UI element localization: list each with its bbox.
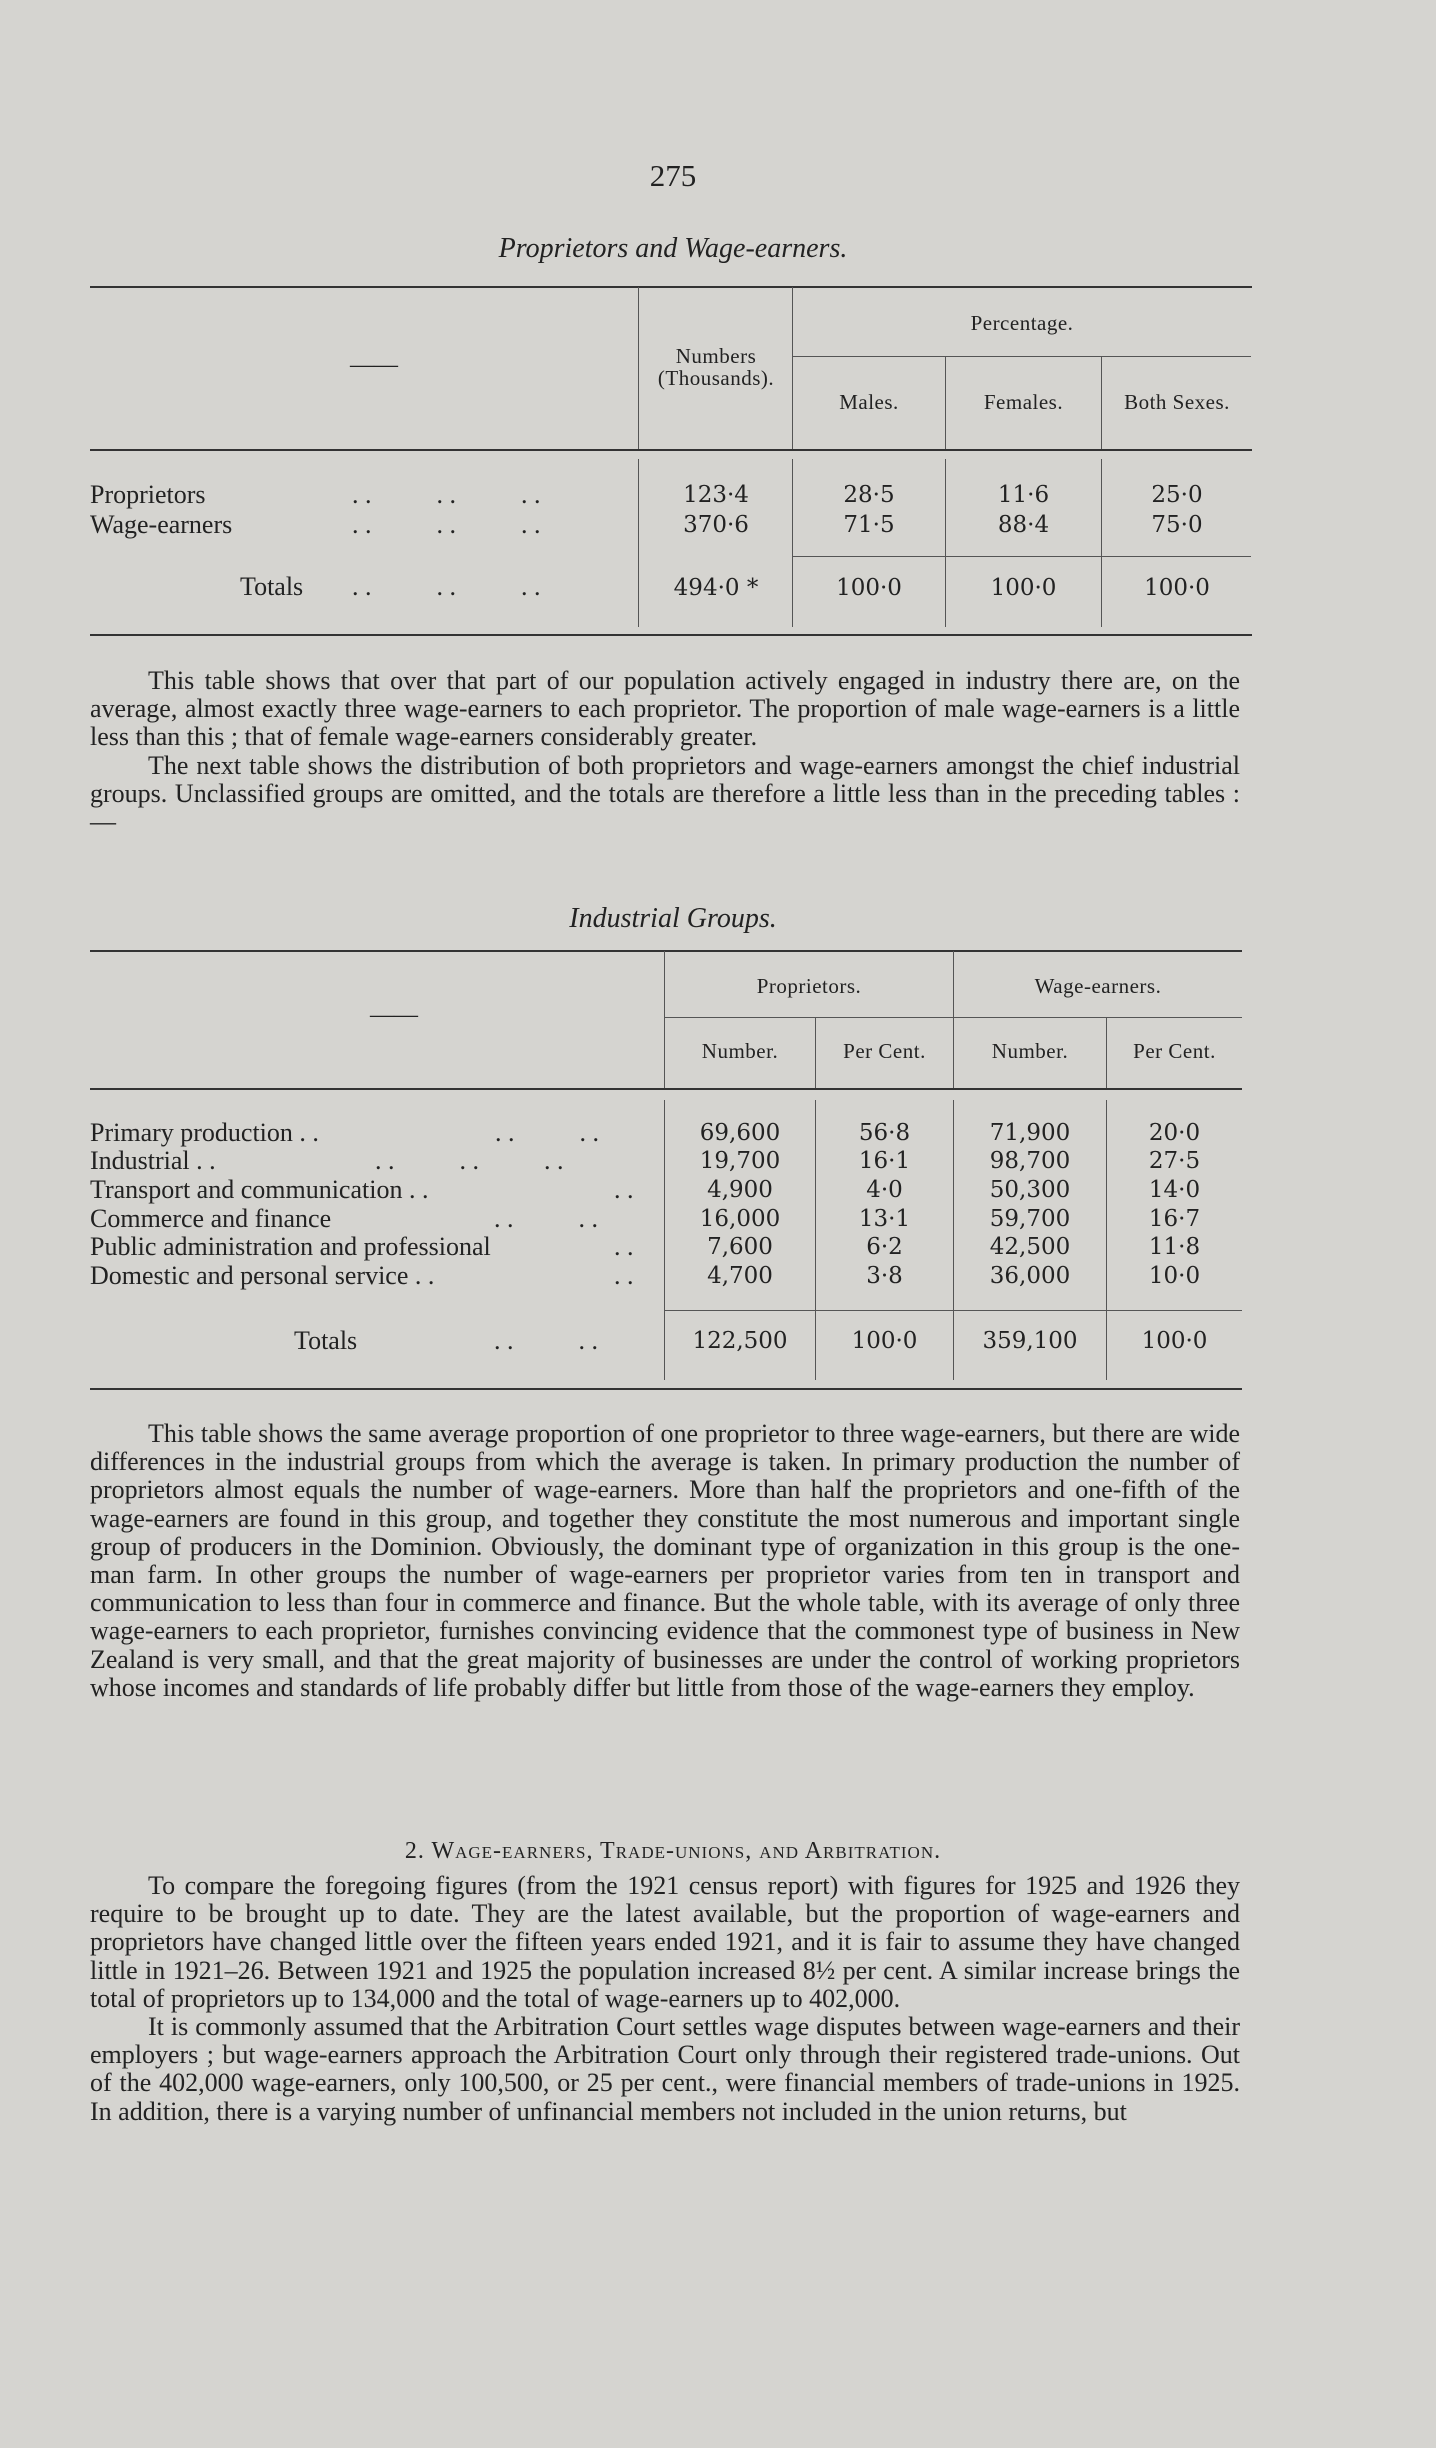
page-number: 275 xyxy=(649,158,697,193)
table2-col-number: Number. xyxy=(991,1039,1069,1063)
cell-proprietors-number: 16,000 xyxy=(699,1206,781,1232)
cell-proprietors-pct: 3·8 xyxy=(866,1263,903,1289)
cell-wage-number: 50,300 xyxy=(989,1177,1071,1203)
table1-divider xyxy=(638,287,639,449)
table2-bottom-rule xyxy=(90,1388,1242,1390)
table1-header-rule xyxy=(793,356,1251,357)
paragraph: This table shows that over that part of our population actively engaged in industry there are, on the average, almost exactly three wage-earners to each proprietor. The proportion of male wage-earners is a little less than this ; that of female wage-earners considerably greater. xyxy=(90,666,1240,752)
cell-proprietors-number: 4,700 xyxy=(707,1263,773,1289)
cell-males: 28·5 xyxy=(843,482,895,508)
cell-proprietors-pct: 100·0 xyxy=(851,1328,918,1354)
table1-col-numbers: Numbers xyxy=(675,344,757,368)
leader-dots: . . xyxy=(614,1261,634,1290)
section-text xyxy=(90,1872,1240,2126)
leader-dots: . . . . . . xyxy=(352,572,541,601)
cell-males: 71·5 xyxy=(843,512,895,538)
leader-dots: . . . . . . xyxy=(352,480,541,509)
cell-wage-number: 42,500 xyxy=(989,1234,1071,1260)
table1-bottom-rule xyxy=(90,634,1252,636)
leader-dots: . . . . . . xyxy=(375,1146,564,1175)
cell-proprietors-number: 7,600 xyxy=(707,1234,773,1260)
table2-stub-header: —— xyxy=(370,1002,418,1028)
cell-proprietors-pct: 6·2 xyxy=(866,1234,903,1260)
analysis-text xyxy=(90,1420,1240,1702)
cell-wage-number: 71,900 xyxy=(989,1120,1071,1146)
row-label: Primary production . . xyxy=(90,1118,319,1147)
table2-col-proprietors: Proprietors. xyxy=(756,974,862,998)
cell-wage-number: 36,000 xyxy=(989,1263,1071,1289)
cell-numbers: 494·0 * xyxy=(673,575,759,601)
cell-wage-pct: 100·0 xyxy=(1141,1328,1208,1354)
row-label: Public administration and professional xyxy=(90,1232,491,1261)
table1-totals-rule xyxy=(793,556,1251,557)
row-label: Commerce and finance xyxy=(90,1204,332,1233)
cell-both: 25·0 xyxy=(1151,482,1203,508)
paragraph: The next table shows the distribution of both proprietors and wage-earners amongst the chief industrial groups. Unclassified groups are omitted, and the totals are therefore a little less than in the preceding tables :— xyxy=(90,750,1240,837)
table2-top-rule xyxy=(90,950,1242,952)
cell-wage-pct: 14·0 xyxy=(1148,1177,1201,1203)
leader-dots: . . . . . . xyxy=(352,510,541,539)
cell-wage-pct: 16·7 xyxy=(1148,1206,1201,1232)
cell-wage-pct: 11·8 xyxy=(1148,1234,1201,1260)
table2-divider xyxy=(953,951,954,1088)
leader-dots: . . . . xyxy=(495,1118,599,1147)
cell-proprietors-pct: 4·0 xyxy=(866,1177,903,1203)
cell-wage-number: 59,700 xyxy=(989,1206,1071,1232)
cell-females: 100·0 xyxy=(990,575,1057,601)
cell-numbers: 370·6 xyxy=(683,512,749,538)
leader-dots: . . xyxy=(614,1175,634,1204)
section-heading: 2. Wage-earners, Trade-unions, and Arbitration. xyxy=(404,1838,942,1864)
row-label: Industrial . . xyxy=(90,1146,216,1175)
intro-text xyxy=(90,667,1240,836)
leader-dots: . . . . xyxy=(494,1204,598,1233)
cell-proprietors-number: 122,500 xyxy=(692,1328,788,1354)
row-label: Domestic and personal service . . xyxy=(90,1261,435,1290)
cell-wage-pct: 20·0 xyxy=(1148,1120,1201,1146)
leader-dots: . . . . xyxy=(494,1326,598,1355)
totals-label: Totals xyxy=(294,1326,358,1355)
cell-females: 88·4 xyxy=(997,512,1050,538)
table1-col-males: Males. xyxy=(839,390,899,414)
row-label: Proprietors xyxy=(90,480,206,509)
totals-label: Totals xyxy=(240,572,304,601)
cell-females: 11·6 xyxy=(997,482,1050,508)
cell-both: 100·0 xyxy=(1144,575,1210,601)
paragraph: This table shows the same average proportion of one proprietor to three wage-earners, but there are wide differences in the industrial groups from which the average is taken. In primary production the number of proprietors almost equals the number of wage-earners. More than half the proprietors and one-fifth of the wage-earners are found in this group, and together they constitute the most numerous and important single group of producers in the Dominion. Obviously, the dominant type of organization in this group is the one-man farm. In other groups the number of wage-earners per proprietor varies from ten in transport and communication to less than four in commerce and finance. But the whole table, with its average of only three wage-earners to each proprietor, furnishes convincing evidence that the commonest type of business in New Zealand is very small, and that the great majority of businesses are under the control of working proprietors whose incomes and standards of life probably differ but little from those of the wage-earners they employ. xyxy=(90,1419,1240,1702)
cell-wage-number: 359,100 xyxy=(982,1328,1078,1354)
table2-col-per-cent: Per Cent. xyxy=(843,1039,926,1063)
paragraph: It is commonly assumed that the Arbitration Court settles wage disputes between wage-earners and their employers ; but wage-earners approach the Arbitration Court only through their registered trade-unions. Out of the 402,000 wage-earners, only 100,500, or 25 per cent., were financial members of trade-unions in 1925. In addition, there is a varying number of unfinancial members not included in the union returns, but xyxy=(90,2012,1240,2126)
cell-proprietors-number: 69,600 xyxy=(699,1120,781,1146)
leader-dots: . . xyxy=(614,1232,634,1261)
cell-proprietors-pct: 13·1 xyxy=(858,1206,911,1232)
cell-both: 75·0 xyxy=(1151,512,1203,538)
table2-col-wage-earners: Wage-earners. xyxy=(1034,974,1162,998)
table1-col-females: Females. xyxy=(983,390,1064,414)
table1-stub-header: —— xyxy=(350,352,398,378)
cell-wage-pct: 10·0 xyxy=(1148,1263,1201,1289)
table1-divider xyxy=(638,459,639,627)
row-label: Transport and communication . . xyxy=(90,1175,429,1204)
row-label: Wage-earners xyxy=(90,510,233,539)
table1-top-rule xyxy=(90,286,1252,288)
cell-proprietors-number: 19,700 xyxy=(699,1148,781,1174)
table2-header-rule xyxy=(665,1017,1242,1018)
cell-proprietors-number: 4,900 xyxy=(707,1177,773,1203)
table1-col-both: Both Sexes. xyxy=(1124,390,1230,414)
cell-wage-number: 98,700 xyxy=(989,1148,1071,1174)
table2-totals-rule xyxy=(665,1310,1242,1311)
table2-header-bottom-rule xyxy=(90,1088,1242,1090)
cell-wage-pct: 27·5 xyxy=(1148,1148,1201,1174)
cell-proprietors-pct: 16·1 xyxy=(858,1148,911,1174)
paragraph: To compare the foregoing figures (from the 1921 census report) with figures for 1925 and 1926 they require to be brought up to date. They are the latest available, but the proportion of wage-earners and proprietors have changed little over the fifteen years ended 1921, and it is fair to assume they have changed little in 1921–26. Between 1921 and 1925 the population increased 8½ per cent. A similar increase brings the total of proprietors up to 134,000 and the total of wage-earners up to 402,000. xyxy=(90,1871,1240,2013)
table2-caption: Industrial Groups. xyxy=(569,903,777,934)
table2-col-number: Number. xyxy=(701,1039,779,1063)
table1-col-numbers-unit: (Thousands). xyxy=(657,366,775,390)
cell-males: 100·0 xyxy=(836,575,902,601)
cell-proprietors-pct: 56·8 xyxy=(858,1120,911,1146)
table1-header-bottom-rule xyxy=(90,449,1252,451)
table2-col-per-cent: Per Cent. xyxy=(1133,1039,1216,1063)
table1-caption: Proprietors and Wage-earners. xyxy=(498,233,848,264)
table2-divider xyxy=(664,951,665,1088)
table1-col-percentage: Percentage. xyxy=(970,311,1074,335)
cell-numbers: 123·4 xyxy=(683,482,749,508)
